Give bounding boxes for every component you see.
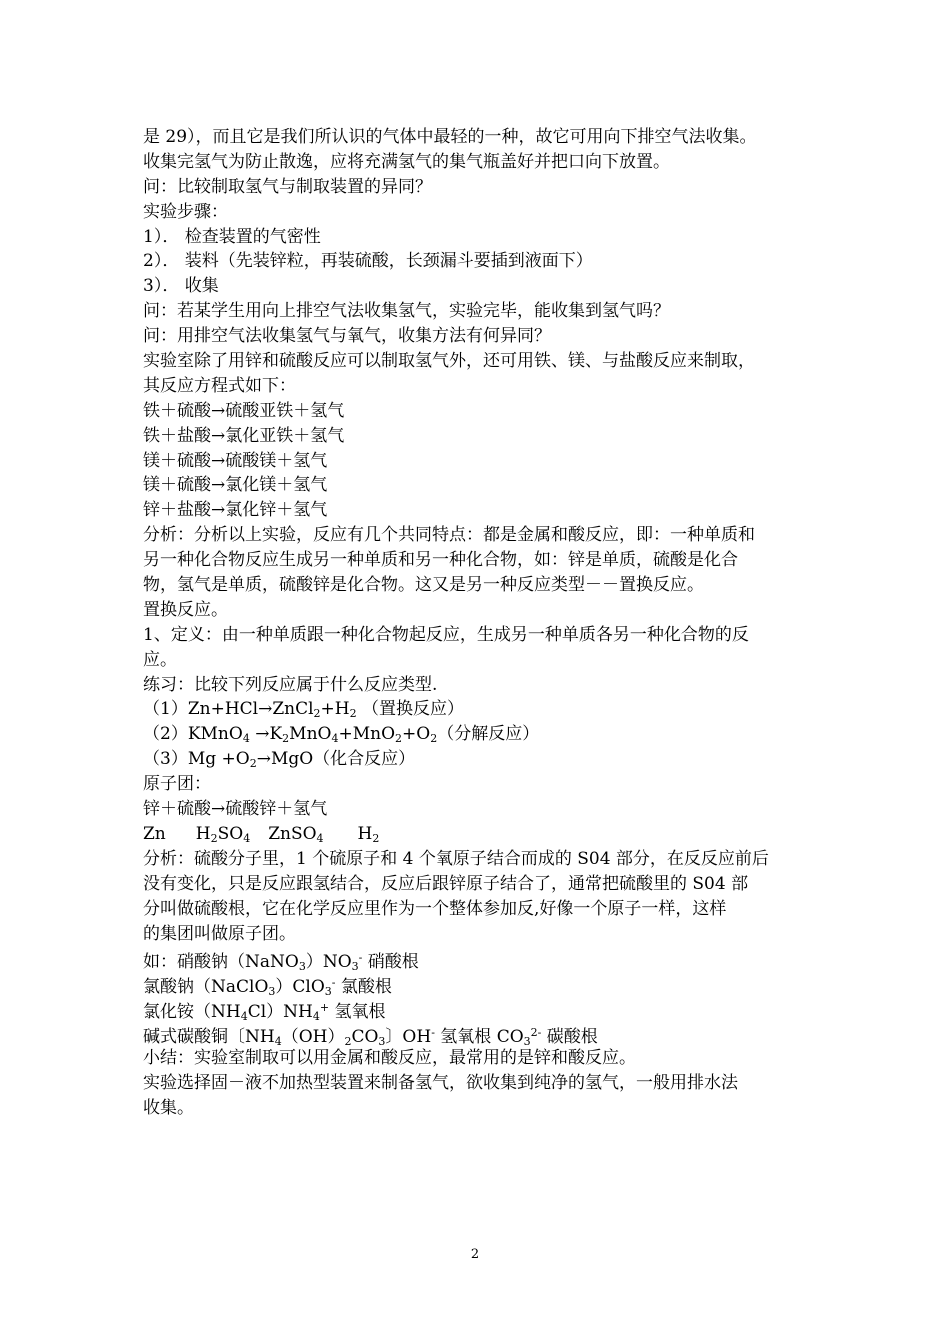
equation-line: 锌＋盐酸→氯化锌＋氢气 xyxy=(143,500,328,521)
document-body xyxy=(143,125,813,1121)
definition-line: 应。 xyxy=(143,649,177,670)
text-line: 收集完氢气为防止散逸，应将充满氢气的集气瓶盖好并把口向下放置。 xyxy=(143,151,670,172)
example-line: 碱式碳酸铜〔$NH_4(OH)_2CO_3$〕OH- 氢氧根 $CO_3^{2-}$ 碳酸根 xyxy=(143,1026,598,1049)
analysis-line: 分析：硫酸分子里，1 个硫原子和 4 个氧原子结合而成的 S04 部分，在反反应前后 xyxy=(143,848,769,869)
page-number: 2 xyxy=(470,1247,480,1262)
step-item: 1）． 检查装置的气密性 xyxy=(143,226,321,247)
analysis-line: 另一种化合物反应生成另一种单质和另一种化合物，如：锌是单质，硫酸是化合 xyxy=(143,550,738,571)
section-heading: 原子团： xyxy=(143,774,211,795)
example-line: 氯化铵$(NH_4Cl)NH_4^+$ 氢氧根 xyxy=(143,1001,386,1024)
example-line: 如：硝酸钠$(NaNO_3)NO_3^-$ 硝酸根 xyxy=(143,951,419,974)
question-line: 问：若某学生用向上排空气法收集氢气，实验完毕，能收集到氢气吗？ xyxy=(143,301,670,322)
text-line: 实验室除了用锌和硫酸反应可以制取氢气外，还可用铁、镁、与盐酸反应来制取， xyxy=(143,351,755,372)
section-heading: 置换反应。 xyxy=(143,599,228,620)
text-line: 是 29），而且它是我们所认识的气体中最轻的一种，故它可用向下排空气法收集。 xyxy=(143,127,757,147)
example-line: 氯酸钠（NaClO$_3$）ClO$_3$- 氯酸根 xyxy=(143,976,392,999)
equation-line: 锌＋硫酸→硫酸锌＋氢气 xyxy=(143,799,328,820)
exercise-equation-2: （2）KMnO$_4$ $\to K_2MnO_4+MnO_2+O_2$（分解反应） xyxy=(143,724,540,746)
text-line: 其反应方程式如下： xyxy=(143,375,296,396)
summary-line: 收集。 xyxy=(143,1097,194,1118)
exercise-equation-3: $(3)Mg +O_2\to MgO$（化合反应） xyxy=(143,749,416,771)
analysis-line: 物，氢气是单质，硫酸锌是化合物。这又是另一种反应类型－－置换反应。 xyxy=(143,575,704,596)
analysis-line: 分叫做硫酸根，它在化学反应里作为一个整体参加反,好像一个原子一样，这样 xyxy=(143,898,727,919)
summary-line: 小结：实验室制取可以用金属和酸反应，最常用的是锌和酸反应。 xyxy=(143,1047,636,1068)
analysis-line: 没有变化，只是反应跟氢结合，反应后跟锌原子结合了，通常把硫酸里的 S04 部 xyxy=(143,873,749,894)
step-item: 3）． 收集 xyxy=(143,276,219,297)
analysis-line: 的集团叫做原子团。 xyxy=(143,923,296,944)
question-line: 问：比较制取氢气与制取装置的异同？ xyxy=(143,176,432,197)
summary-line: 实验选择固－液不加热型装置来制备氢气，欲收集到纯净的氢气，一般用排水法 xyxy=(143,1072,738,1093)
exercise-heading: 练习：比较下列反应属于什么反应类型. xyxy=(143,674,438,695)
equation-line: 铁＋盐酸→氯化亚铁＋氢气 xyxy=(143,425,345,446)
definition-line: 1、定义：由一种单质跟一种化合物起反应，生成另一种单质各另一种化合物的反 xyxy=(143,624,749,645)
equation-line: 镁＋硫酸→氯化镁＋氢气 xyxy=(143,475,328,496)
exercise-equation-1: $(1)Zn+HCl\to ZnCl_2+H_2$ （置换反应） xyxy=(143,699,465,721)
step-item: 2）． 装料（先装锌粒，再装硫酸，长颈漏斗要插到液面下） xyxy=(143,251,593,272)
equation-line: 铁＋硫酸→硫酸亚铁＋氢气 xyxy=(143,400,345,421)
question-line: 问：用排空气法收集氢气与氧气，收集方法有何异同？ xyxy=(143,326,551,347)
formula-row: Zn $H_2SO_4$ ZnSO$_4$ $H_2$ xyxy=(143,823,380,845)
section-heading: 实验步骤： xyxy=(143,201,228,222)
analysis-line: 分析：分析以上实验，反应有几个共同特点：都是金属和酸反应，即：一种单质和 xyxy=(143,525,755,546)
equation-line: 镁＋硫酸→硫酸镁＋氢气 xyxy=(143,450,328,471)
